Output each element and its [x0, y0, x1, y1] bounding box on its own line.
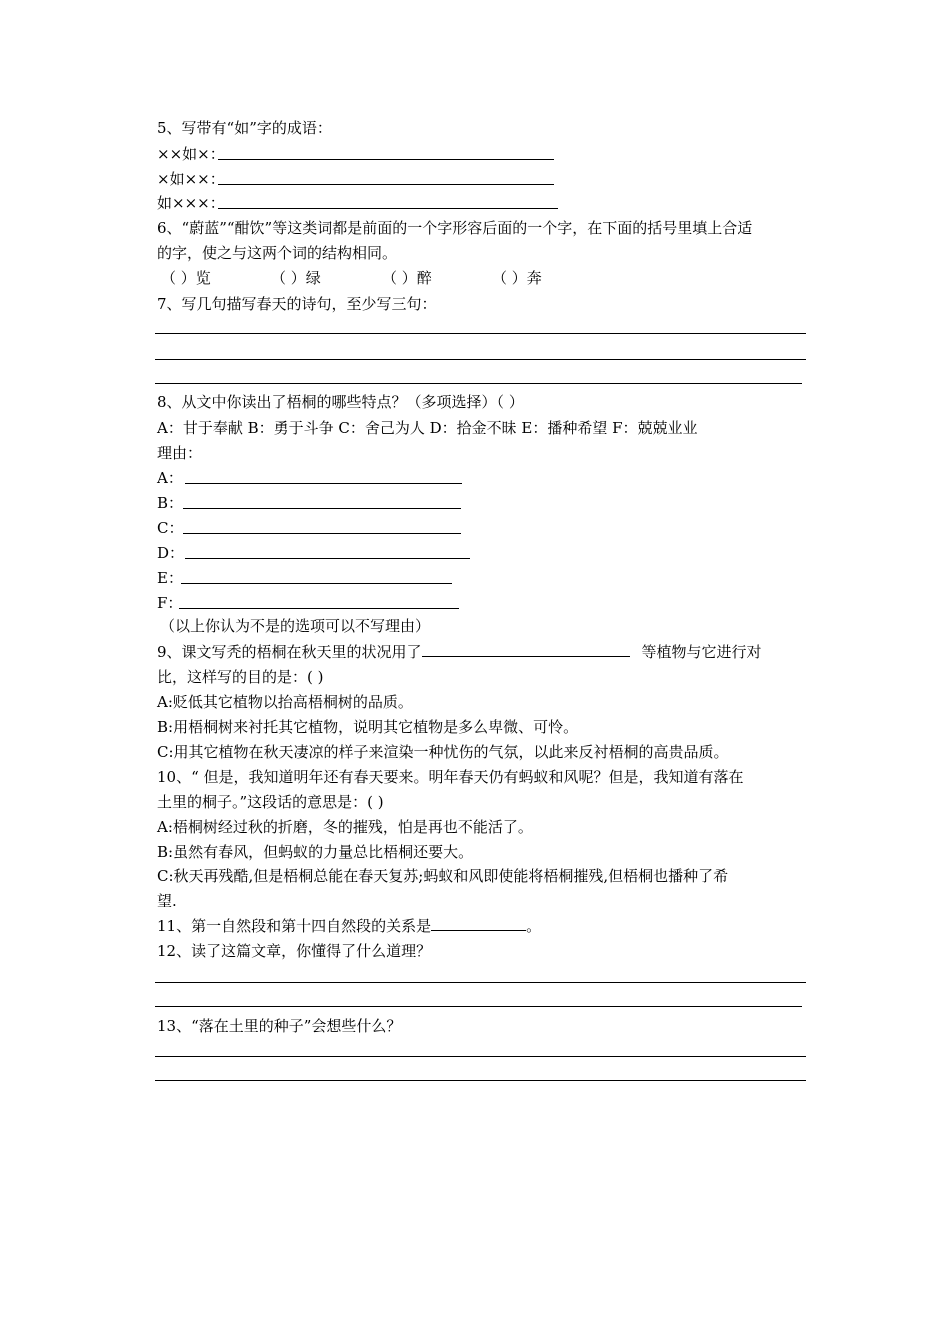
q6-blank-2[interactable]: （ ）绿	[271, 269, 321, 287]
q9-line-1-end: 等植物与它进行对	[641, 643, 762, 661]
q12-answer-line-2[interactable]	[155, 1006, 802, 1007]
q8-answer-line-a[interactable]	[185, 483, 462, 484]
q11-text: 11、第一自然段和第十四自然段的关系是	[157, 917, 432, 935]
q9-option-b: B:用梧桐树来衬托其它植物，说明其它植物是多么卑微、可怜。	[157, 718, 579, 736]
q13-title: 13、“落在土里的种子”会想些什么？	[157, 1017, 402, 1035]
q5-title: 5、写带有“如”字的成语：	[157, 119, 332, 137]
q11-line	[157, 916, 541, 936]
q5-pattern-3: 如×××：	[157, 194, 225, 212]
q7-title: 7、写几句描写春天的诗句，至少写三句：	[157, 295, 437, 313]
q6-blank-3[interactable]: （ ）醉	[382, 269, 432, 287]
q13-answer-line-1[interactable]	[155, 1056, 806, 1057]
q10-option-c-line-1: C:秋天再残酷,但是梧桐总能在春天复苏;蚂蚁和风即使能将梧桐摧残,但梧桐也播种了希	[157, 867, 729, 885]
q9-line-1-start: 9、课文写秃的梧桐在秋天里的状况用了	[157, 643, 422, 661]
q5-pattern-2: ×如××：	[157, 170, 225, 188]
q8-answer-line-f[interactable]	[179, 608, 459, 609]
q8-title: 8、从文中你读出了梧桐的哪些特点？（多项选择）（ ）	[157, 393, 524, 411]
q7-answer-line-2[interactable]	[155, 359, 806, 360]
q11-fill-blank[interactable]	[431, 916, 526, 931]
q8-answer-line-e[interactable]	[181, 583, 452, 584]
q9-option-c: C:用其它植物在秋天凄凉的样子来渲染一种忧伤的气氛，以此来反衬梧桐的高贵品质。	[157, 743, 729, 761]
q8-label-f: F：	[157, 594, 183, 612]
q9-line-2: 比，这样写的目的是：( )	[157, 668, 324, 686]
q5-pattern-1: ××如×：	[157, 145, 225, 163]
q6-line-2: 的字，使之与这两个词的结构相同。	[157, 244, 398, 262]
q13-answer-line-2[interactable]	[155, 1080, 806, 1081]
q8-answer-line-b[interactable]	[183, 508, 461, 509]
q8-reason-label: 理由：	[157, 444, 203, 462]
q8-label-e: E：	[157, 569, 183, 587]
q8-options: A：甘于奉献 B：勇于斗争 C：舍己为人 D：拾金不昧 E：播种希望 F：兢兢业业	[157, 419, 698, 437]
q9-option-a: A:贬低其它植物以抬高梧桐树的品质。	[157, 693, 413, 711]
q10-option-b: B:虽然有春风，但蚂蚁的力量总比梧桐还要大。	[157, 843, 474, 861]
q6-line-1: 6、“蔚蓝”“酣饮”等这类词都是前面的一个字形容后面的一个字，在下面的括号里填上合适	[157, 219, 753, 237]
q8-answer-line-d[interactable]	[185, 558, 470, 559]
q11-end: 。	[526, 917, 542, 935]
q6-blank-4[interactable]: （ ）奔	[492, 269, 542, 287]
q5-answer-line-3[interactable]	[218, 208, 558, 209]
q8-label-d: D：	[157, 544, 185, 562]
q5-answer-line-2[interactable]	[218, 184, 554, 185]
q7-answer-line-1[interactable]	[155, 333, 806, 334]
q10-line-2: 土里的桐子。”这段话的意思是：( )	[157, 793, 384, 811]
q8-label-c: C：	[157, 519, 184, 537]
q6-blank-1[interactable]: （ ）览	[161, 269, 211, 287]
q9-fill-blank[interactable]	[422, 642, 630, 657]
q8-answer-line-c[interactable]	[183, 533, 461, 534]
q12-title: 12、读了这篇文章，你懂得了什么道理？	[157, 942, 432, 960]
q9-line-1	[157, 642, 762, 662]
q10-option-a: A:梧桐树经过秋的折磨，冬的摧残，怕是再也不能活了。	[157, 818, 533, 836]
q12-answer-line-1[interactable]	[155, 982, 806, 983]
q7-answer-line-3[interactable]	[155, 383, 802, 384]
q10-option-c-line-2: 望.	[157, 892, 177, 910]
q8-label-a: A：	[157, 469, 183, 487]
q5-answer-line-1[interactable]	[218, 159, 554, 160]
q10-line-1: 10、“ 但是，我知道明年还有春天要来。明年春天仍有蚂蚁和风呢？但是，我知道有落在	[157, 768, 744, 786]
q8-label-b: B：	[157, 494, 184, 512]
q8-note: （以上你认为不是的选项可以不写理由）	[160, 617, 431, 635]
